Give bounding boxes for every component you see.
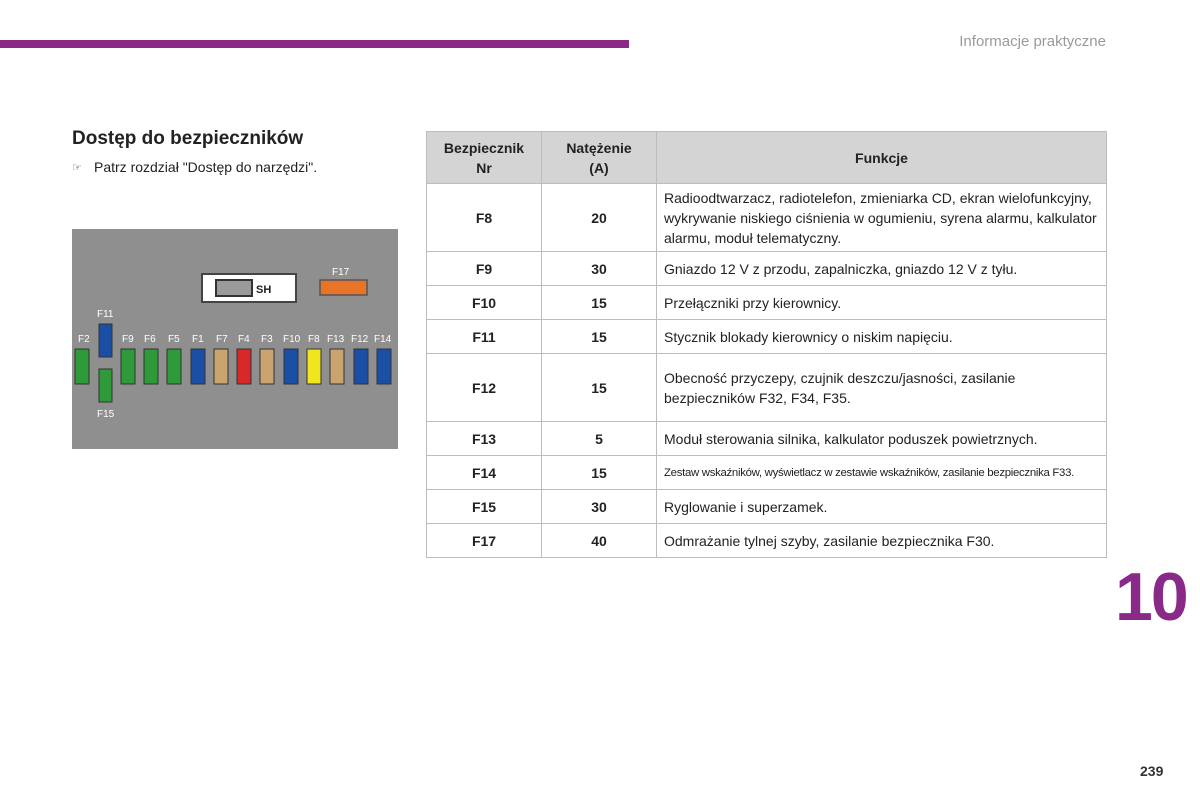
col-header-amp-line2: (A) xyxy=(589,159,609,176)
cell-amp: 20 xyxy=(542,184,657,252)
fuse-table xyxy=(426,131,1107,558)
col-header-func: Funkcje xyxy=(657,132,1107,184)
table-row xyxy=(427,456,1107,490)
col-header-amp-line1: Natężenie xyxy=(566,139,632,156)
cell-nr: F11 xyxy=(427,320,542,354)
fuse-f3 xyxy=(260,349,274,384)
fuse-f11 xyxy=(99,324,112,357)
label-f10: F10 xyxy=(283,334,301,345)
cell-nr: F12 xyxy=(427,354,542,422)
cell-amp: 15 xyxy=(542,354,657,422)
label-f6: F6 xyxy=(144,334,156,345)
label-f14: F14 xyxy=(374,334,392,345)
cell-amp: 40 xyxy=(542,524,657,558)
label-f3: F3 xyxy=(261,334,273,345)
cell-func: Stycznik blokady kierownicy o niskim napięciu. xyxy=(657,320,1107,354)
col-header-nr-line1: Bezpiecznik xyxy=(443,139,525,156)
cell-nr: F8 xyxy=(427,184,542,252)
fuse-f17 xyxy=(320,280,367,295)
table-row xyxy=(427,524,1107,558)
table-row xyxy=(427,252,1107,286)
table-row xyxy=(427,184,1107,252)
label-f5: F5 xyxy=(168,334,180,345)
fuse-f1 xyxy=(191,349,205,384)
cell-amp: 5 xyxy=(542,422,657,456)
label-f12: F12 xyxy=(351,334,369,345)
col-header-nr xyxy=(427,132,542,184)
label-f8: F8 xyxy=(308,334,320,345)
table-header-row xyxy=(427,132,1107,184)
fuse-f4 xyxy=(237,349,251,384)
label-f15: F15 xyxy=(97,409,115,420)
table-row xyxy=(427,354,1107,422)
cell-func: Przełączniki przy kierownicy. xyxy=(657,286,1107,320)
label-f11: F11 xyxy=(97,309,114,320)
fuse-f9 xyxy=(121,349,135,384)
cell-func: Gniazdo 12 V z przodu, zapalniczka, gniazdo 12 V z tyłu. xyxy=(657,252,1107,286)
section-header: Informacje praktyczne xyxy=(959,33,1106,50)
page-heading: Dostęp do bezpieczników xyxy=(72,128,304,149)
sh-relay-slot xyxy=(216,280,252,296)
top-accent-bar xyxy=(0,40,629,48)
cell-func: Ryglowanie i superzamek. xyxy=(657,490,1107,524)
label-f7: F7 xyxy=(216,334,228,345)
cell-func: Odmrażanie tylnej szyby, zasilanie bezpiecznika F30. xyxy=(657,524,1107,558)
cell-amp: 30 xyxy=(542,490,657,524)
cell-func: Moduł sterowania silnika, kalkulator poduszek powietrznych. xyxy=(657,422,1107,456)
col-header-nr-line2: Nr xyxy=(476,159,492,176)
sh-label: SH xyxy=(256,284,272,296)
label-f9: F9 xyxy=(122,334,134,345)
fuse-f13 xyxy=(330,349,344,384)
label-f13: F13 xyxy=(327,334,345,345)
table-row xyxy=(427,422,1107,456)
cell-nr: F17 xyxy=(427,524,542,558)
cell-nr: F14 xyxy=(427,456,542,490)
cell-nr: F15 xyxy=(427,490,542,524)
pointing-hand-icon: ☞ xyxy=(72,161,82,174)
cell-amp: 15 xyxy=(542,456,657,490)
fuse-f6 xyxy=(144,349,158,384)
cell-nr: F9 xyxy=(427,252,542,286)
cell-func: Obecność przyczepy, czujnik deszczu/jasności, zasilanie bezpieczników F32, F34, F35. xyxy=(657,354,1107,422)
fuse-f2 xyxy=(75,349,89,384)
cell-amp: 15 xyxy=(542,286,657,320)
fuse-box-diagram xyxy=(72,229,398,449)
cell-amp: 15 xyxy=(542,320,657,354)
table-row xyxy=(427,286,1107,320)
bullet-text: Patrz rozdział "Dostęp do narzędzi". xyxy=(94,159,318,175)
fuse-f7 xyxy=(214,349,228,384)
label-f17: F17 xyxy=(332,267,350,278)
col-header-amp xyxy=(542,132,657,184)
page-number: 239 xyxy=(1140,763,1164,779)
cell-func: Radioodtwarzacz, radiotelefon, zmieniarka CD, ekran wielofunkcyjny, wykrywanie niskiego ciśnienia w ogumieniu, syrena alarmu, kalkulator alarmu, moduł telematyczny. xyxy=(657,184,1107,252)
label-f2: F2 xyxy=(78,334,90,345)
cell-nr: F10 xyxy=(427,286,542,320)
chapter-number: 10 xyxy=(1115,559,1187,635)
cell-amp: 30 xyxy=(542,252,657,286)
bullet-note xyxy=(72,159,317,175)
fuse-f14 xyxy=(377,349,391,384)
table-row xyxy=(427,490,1107,524)
fuse-f12 xyxy=(354,349,368,384)
cell-nr: F13 xyxy=(427,422,542,456)
table-row xyxy=(427,320,1107,354)
fuse-box-svg xyxy=(72,229,398,449)
fuse-f5 xyxy=(167,349,181,384)
fuse-f15 xyxy=(99,369,112,402)
label-f1: F1 xyxy=(192,334,204,345)
cell-func: Zestaw wskaźników, wyświetlacz w zestawie wskaźników, zasilanie bezpiecznika F33. xyxy=(657,456,1107,490)
fuse-f8 xyxy=(307,349,321,384)
label-f4: F4 xyxy=(238,334,250,345)
fuse-f10 xyxy=(284,349,298,384)
